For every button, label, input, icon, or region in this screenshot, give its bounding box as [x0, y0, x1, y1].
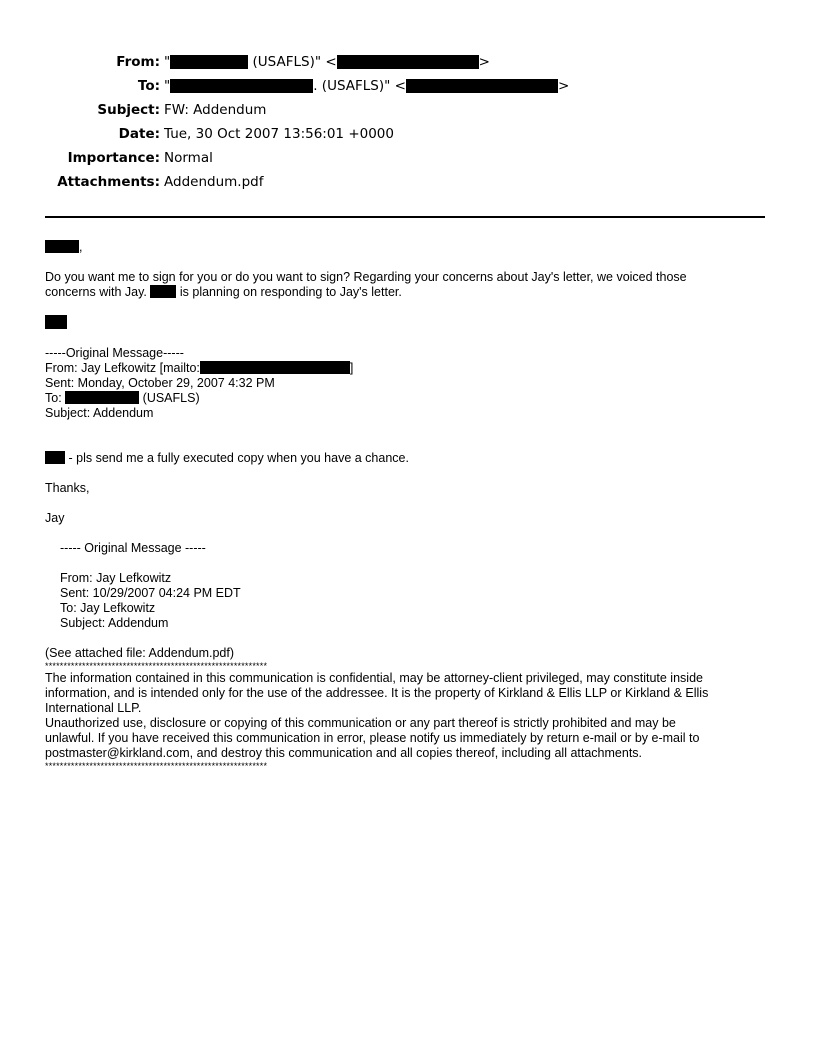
confidentiality-line: International LLP.	[45, 701, 142, 715]
from-label: From:	[116, 54, 160, 70]
from-value	[164, 50, 490, 74]
signature-redacted	[45, 315, 770, 331]
confidentiality-line: postmaster@kirkland.com, and destroy this communication and all copies thereof, including all attachments.	[45, 746, 643, 760]
confidentiality-line: unlawful. If you have received this communication in error, please notify us immediately by return e-mail or by e-mail to	[45, 731, 700, 745]
text-span: To:	[45, 391, 62, 405]
message-body	[45, 240, 770, 771]
confidentiality-line: The information contained in this communication is confidential, may be attorney-client privileged, may constitute inside	[45, 671, 703, 685]
date-value: Tue, 30 Oct 2007 13:56:01 +0000	[164, 126, 394, 142]
redaction-box	[170, 79, 313, 93]
text-span: - pls send me a fully executed copy when you have a chance.	[68, 451, 409, 465]
original-sent: Sent: Monday, October 29, 2007 4:32 PM	[45, 376, 275, 390]
subject-value: FW: Addendum	[164, 102, 267, 118]
date-label: Date:	[118, 126, 160, 142]
to-close: >	[557, 78, 570, 94]
original-separator: -----Original Message-----	[45, 346, 184, 360]
text-span: (USAFLS)	[142, 391, 200, 405]
from-org: (USAFLS)" <	[248, 54, 337, 70]
attachments-value[interactable]: Addendum.pdf	[164, 174, 264, 190]
redaction-box	[406, 79, 558, 93]
text-span: From: Jay Lefkowitz [mailto:	[45, 361, 200, 375]
stars-divider: ************************************************************	[45, 661, 268, 671]
to-org: . (USAFLS)" <	[313, 78, 406, 94]
sign-off: Jay	[45, 511, 65, 525]
original-body	[45, 451, 770, 466]
original2-from: From: Jay Lefkowitz	[60, 571, 172, 585]
greeting	[45, 240, 770, 255]
header-divider	[45, 216, 765, 218]
original2-separator: ----- Original Message -----	[60, 541, 206, 555]
text-span: ]	[349, 361, 354, 375]
confidentiality-line: Unauthorized use, disclosure or copying of this communication or any part thereof is strictly prohibited and may be	[45, 716, 676, 730]
thanks: Thanks,	[45, 481, 90, 495]
quote: "	[164, 78, 171, 94]
redaction-box	[45, 315, 67, 329]
from-close: >	[478, 54, 490, 70]
original-subject: Subject: Addendum	[45, 406, 154, 420]
redaction-box	[337, 55, 479, 69]
redaction-box	[45, 451, 65, 464]
subject-label: Subject:	[97, 102, 160, 118]
confidentiality-line: information, and is intended only for the use of the addressee. It is the property of Kirkland & Ellis LLP or Kirkland & Ellis	[45, 686, 709, 700]
text-span: concerns with Jay.	[45, 285, 147, 299]
paragraph-line: Do you want me to sign for you or do you want to sign? Regarding your concerns about Jay's letter, we voiced those	[45, 270, 687, 284]
to-label: To:	[137, 78, 160, 94]
original2-to: To: Jay Lefkowitz	[60, 601, 156, 615]
redaction-box	[65, 391, 139, 404]
redaction-box	[150, 285, 176, 298]
attachments-label: Attachments:	[57, 174, 160, 190]
original2-sent: Sent: 10/29/2007 04:24 PM EDT	[60, 586, 241, 600]
attached-file-note: (See attached file: Addendum.pdf)	[45, 646, 235, 660]
original-to	[45, 391, 770, 406]
greeting-suffix: ,	[79, 240, 83, 254]
paragraph-line	[45, 285, 770, 300]
original2-subject: Subject: Addendum	[60, 616, 169, 630]
stars-divider: ************************************************************	[45, 761, 268, 771]
to-value	[164, 74, 569, 98]
redaction-box	[45, 240, 79, 253]
redaction-box	[200, 361, 350, 374]
quote: "	[164, 54, 171, 70]
importance-value: Normal	[164, 150, 213, 166]
importance-label: Importance:	[67, 150, 160, 166]
text-span: is planning on responding to Jay's letter.	[179, 285, 402, 299]
original-from	[45, 361, 770, 376]
redaction-box	[170, 55, 248, 69]
